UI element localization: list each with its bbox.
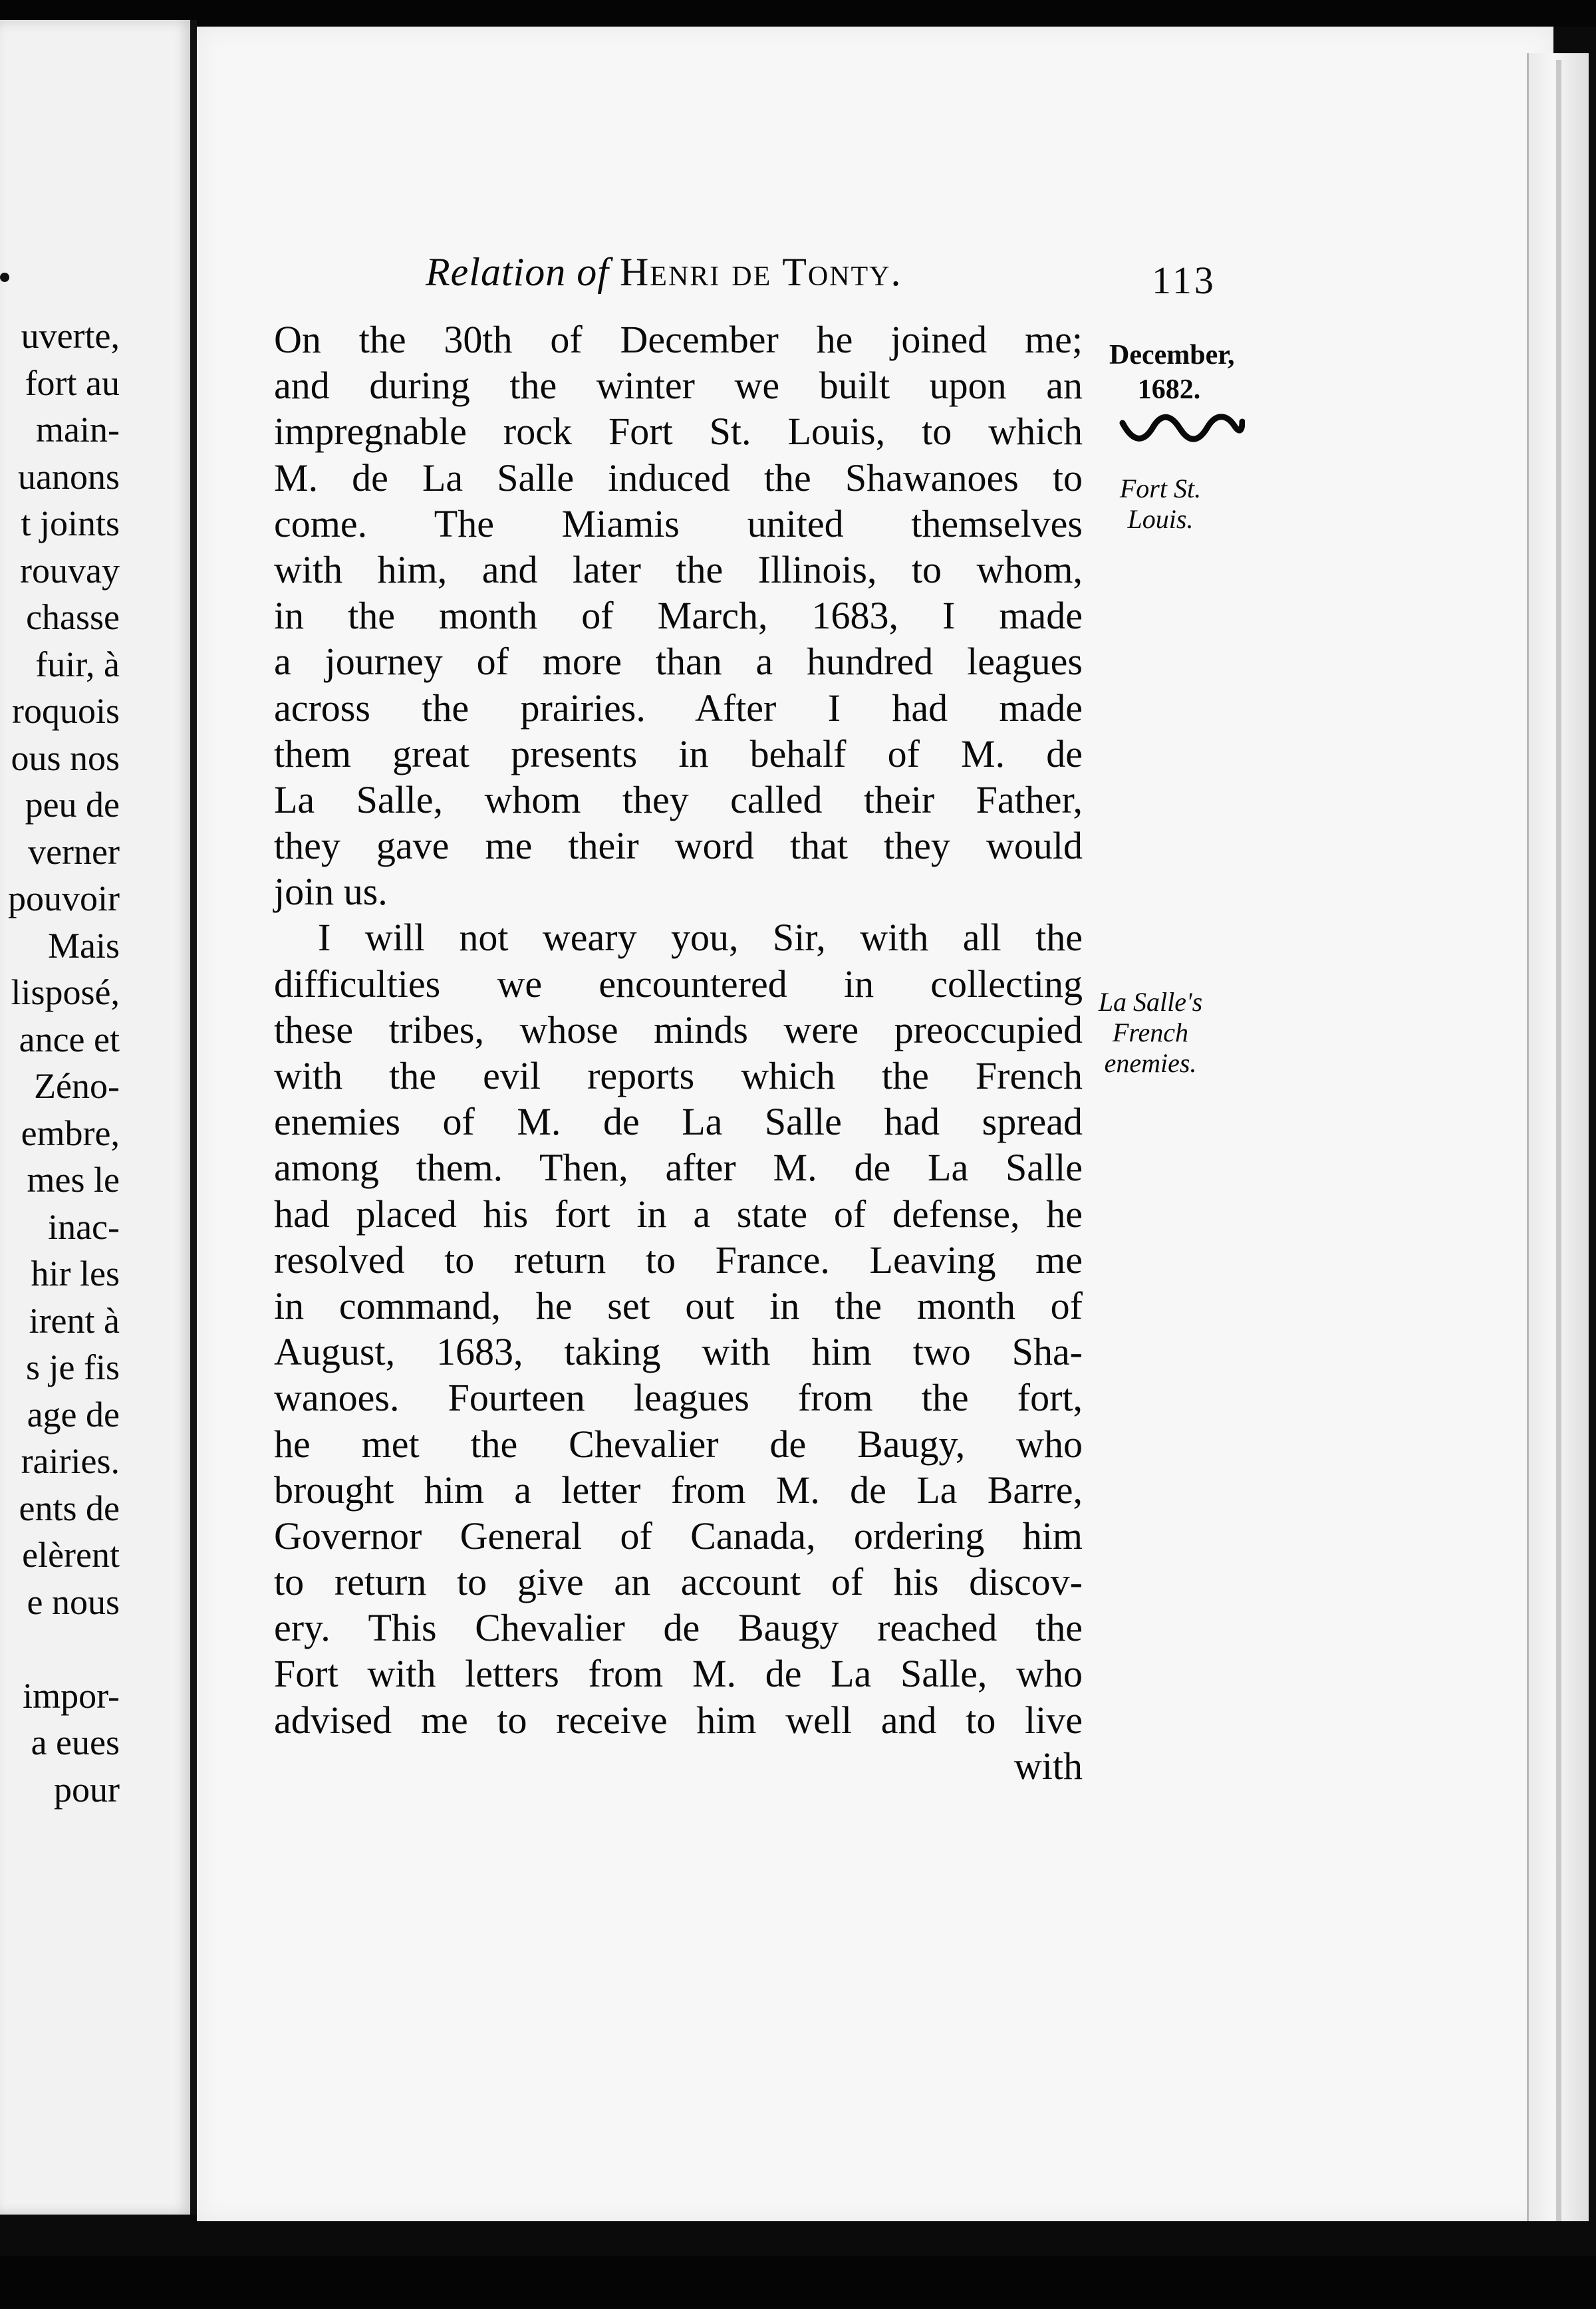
left-line: roquois	[12, 691, 120, 731]
left-page-text	[0, 313, 120, 1813]
text-line: join us.	[274, 870, 388, 914]
text-line: impregnable rock Fort St. Louis, to which	[274, 410, 1083, 454]
catchword: with	[1013, 1744, 1083, 1788]
scan-border-bottom	[0, 2256, 1596, 2309]
text-line: with him, and later the Illinois, to whom,	[274, 547, 1083, 591]
left-line: fort au	[25, 362, 120, 403]
left-line: verner	[28, 831, 120, 872]
left-line: uanons	[18, 456, 120, 497]
left-line: e nous	[27, 1581, 120, 1622]
text-line: Governor General of Canada, ordering him	[274, 1514, 1083, 1558]
margin-note-fort	[1111, 474, 1210, 535]
text-line: August, 1683, taking with him two Sha-	[274, 1330, 1083, 1374]
left-line: pour	[54, 1769, 120, 1810]
text-line: among them. Then, after M. de La Salle	[274, 1146, 1083, 1190]
margin-note-line: French	[1112, 1018, 1189, 1047]
left-line: ous nos	[11, 738, 120, 778]
left-line: Zéno-	[34, 1066, 120, 1106]
text-line: difficulties we encountered in collecting	[274, 962, 1083, 1006]
left-line: irent à	[29, 1300, 120, 1341]
page-number: 113	[1152, 259, 1216, 302]
running-head-caps: Henri de Tonty.	[619, 250, 902, 294]
text-line: to return to give an account of his discov-	[274, 1560, 1083, 1604]
left-line: inac-	[48, 1206, 120, 1247]
margin-note-line: Louis.	[1127, 504, 1194, 534]
left-line: rairies.	[21, 1441, 120, 1481]
text-line: resolved to return to France. Leaving me	[274, 1238, 1083, 1282]
left-line: Mais	[48, 925, 120, 966]
text-line: enemies of M. de La Salle had spread	[274, 1100, 1083, 1144]
ornament-squiggle-icon	[1119, 408, 1245, 448]
running-head	[426, 249, 1224, 295]
margin-date	[1109, 338, 1235, 407]
left-line: impor-	[23, 1675, 120, 1716]
margin-date-month: December,	[1109, 340, 1235, 370]
text-line: M. de La Salle induced the Shawanoes to	[274, 456, 1083, 499]
text-line: advised me to receive him well and to live	[274, 1698, 1083, 1742]
left-line: main-	[36, 410, 120, 450]
text-line: in command, he set out in the month of	[274, 1284, 1083, 1327]
left-line	[0, 1625, 120, 1673]
text-line: a journey of more than a hundred leagues	[274, 640, 1083, 684]
running-head-italic: Relation of	[426, 250, 609, 294]
left-line: pouvoir	[8, 879, 120, 918]
left-line: elèrent	[22, 1535, 120, 1575]
text-line: Fort with letters from M. de La Salle, who	[274, 1652, 1083, 1696]
left-line: rouvay	[20, 550, 120, 591]
left-line: mes le	[27, 1160, 120, 1200]
left-line: t joints	[21, 503, 120, 543]
margin-note-line: Fort St.	[1119, 474, 1202, 503]
page-mark	[0, 273, 9, 282]
left-facing-page	[0, 20, 193, 2215]
text-line: with the evil reports which the French	[274, 1054, 1083, 1097]
text-line: them great presents in behalf of M. de	[274, 732, 1083, 775]
left-line: hir les	[31, 1254, 120, 1293]
left-line: ents de	[19, 1488, 120, 1528]
page-gutter	[190, 20, 197, 2215]
page-edge-shadow	[1556, 60, 1561, 2221]
text-line: and during the winter we built upon an	[274, 364, 1083, 408]
left-line: s je fis	[26, 1347, 120, 1387]
left-line: ance et	[19, 1019, 120, 1059]
left-line: embre,	[21, 1113, 120, 1153]
text-line: they gave me their word that they would	[274, 824, 1083, 868]
margin-date-year: 1682.	[1137, 374, 1201, 405]
paragraph-first-line: I will not weary you, Sir, with all the	[318, 916, 1083, 960]
text-line: he met the Chevalier de Baugy, who	[274, 1422, 1083, 1466]
scan-border-top	[0, 0, 1596, 27]
text-line: La Salle, whom they called their Father,	[274, 777, 1083, 821]
left-line: fuir, à	[35, 644, 120, 684]
left-line: chasse	[26, 597, 120, 637]
left-line: lisposé,	[11, 972, 120, 1012]
text-line: come. The Miamis united themselves	[274, 501, 1083, 545]
left-line: uverte,	[21, 316, 120, 356]
text-line: ery. This Chevalier de Baugy reached the	[274, 1606, 1083, 1650]
text-line: On the 30th of December he joined me;	[274, 318, 1083, 361]
text-line: had placed his fort in a state of defense, he	[274, 1192, 1083, 1236]
left-line: age de	[27, 1394, 120, 1434]
margin-note-line: La Salle's	[1098, 987, 1203, 1017]
text-line: these tribes, whose minds were preoccupied	[274, 1008, 1083, 1051]
text-line: wanoes. Fourteen leagues from the fort,	[274, 1376, 1083, 1420]
body-text	[274, 317, 1083, 1789]
margin-note-line: enemies.	[1104, 1048, 1197, 1078]
text-line: brought him a letter from M. de La Barre,	[274, 1468, 1083, 1512]
text-line: in the month of March, 1683, I made	[274, 594, 1083, 638]
left-line: a eues	[31, 1722, 120, 1762]
left-line: peu de	[25, 785, 120, 825]
margin-note-enemies	[1097, 987, 1204, 1079]
text-line: across the prairies. After I had made	[274, 686, 1083, 730]
